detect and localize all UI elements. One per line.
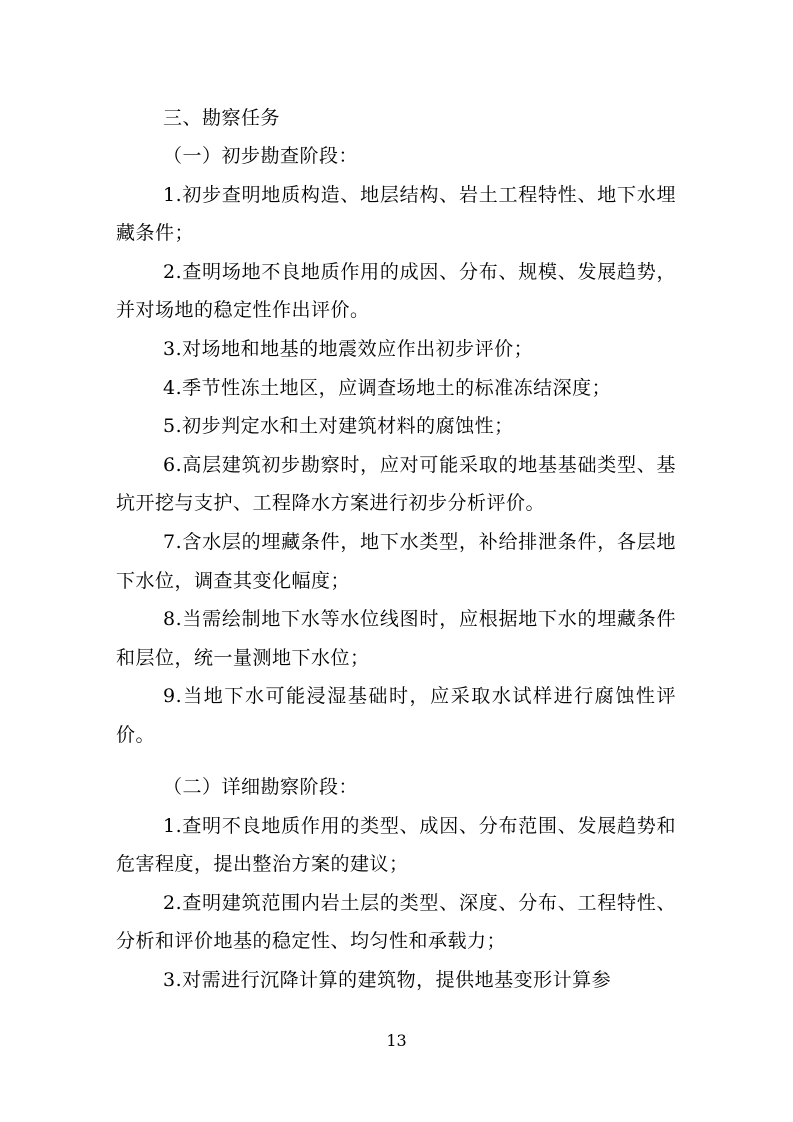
page-number: 13 [386, 1031, 407, 1050]
stage1-item-4: 4.季节性冻土地区，应调查场地土的标准冻结深度； [163, 376, 612, 399]
stage2-item-1: 1.查明不良地质作用的类型、成因、分布范围、发展趋势和危害程度，提出整治方案的建议； [116, 814, 676, 876]
stage1-item-6: 6.高层建筑初步勘察时，应对可能采取的地基基础类型、基坑开挖与支护、工程降水方案进行初步分析评价。 [116, 453, 676, 515]
stage2-item-2: 2.查明建筑范围内岩土层的类型、深度、分布、工程特性、分析和评价地基的稳定性、均匀性和承载力； [116, 891, 676, 953]
stage1-heading: （一）初步勘查阶段： [163, 145, 359, 167]
stage1-item-1: 1.初步查明地质构造、地层结构、岩土工程特性、地下水埋藏条件； [116, 183, 676, 245]
stage1-section [116, 137, 676, 755]
stage1-item-7: 7.含水层的埋藏条件，地下水类型，补给排泄条件，各层地下水位，调查其变化幅度； [116, 530, 676, 592]
stage1-item-2: 2.查明场地不良地质作用的成因、分布、规模、发展趋势，并对场地的稳定性作出评价。 [116, 260, 676, 322]
stage1-item-9: 9.当地下水可能浸湿基础时，应采取水试样进行腐蚀性评价。 [116, 685, 676, 746]
stage2-section [116, 768, 676, 1000]
stage1-item-3: 3.对场地和地基的地震效应作出初步评价； [163, 337, 534, 360]
stage2-item-3: 3.对需进行沉降计算的建筑物，提供地基变形计算参 [163, 968, 612, 991]
stage2-heading: （二）详细勘察阶段： [163, 776, 359, 798]
stage1-item-5: 5.初步判定水和土对建筑材料的腐蚀性； [163, 415, 514, 438]
section-title: 三、勘察任务 [163, 107, 281, 129]
stage1-item-8: 8.当需绘制地下水等水位线图时，应根据地下水的埋藏条件和层位，统一量测地下水位； [116, 608, 676, 669]
